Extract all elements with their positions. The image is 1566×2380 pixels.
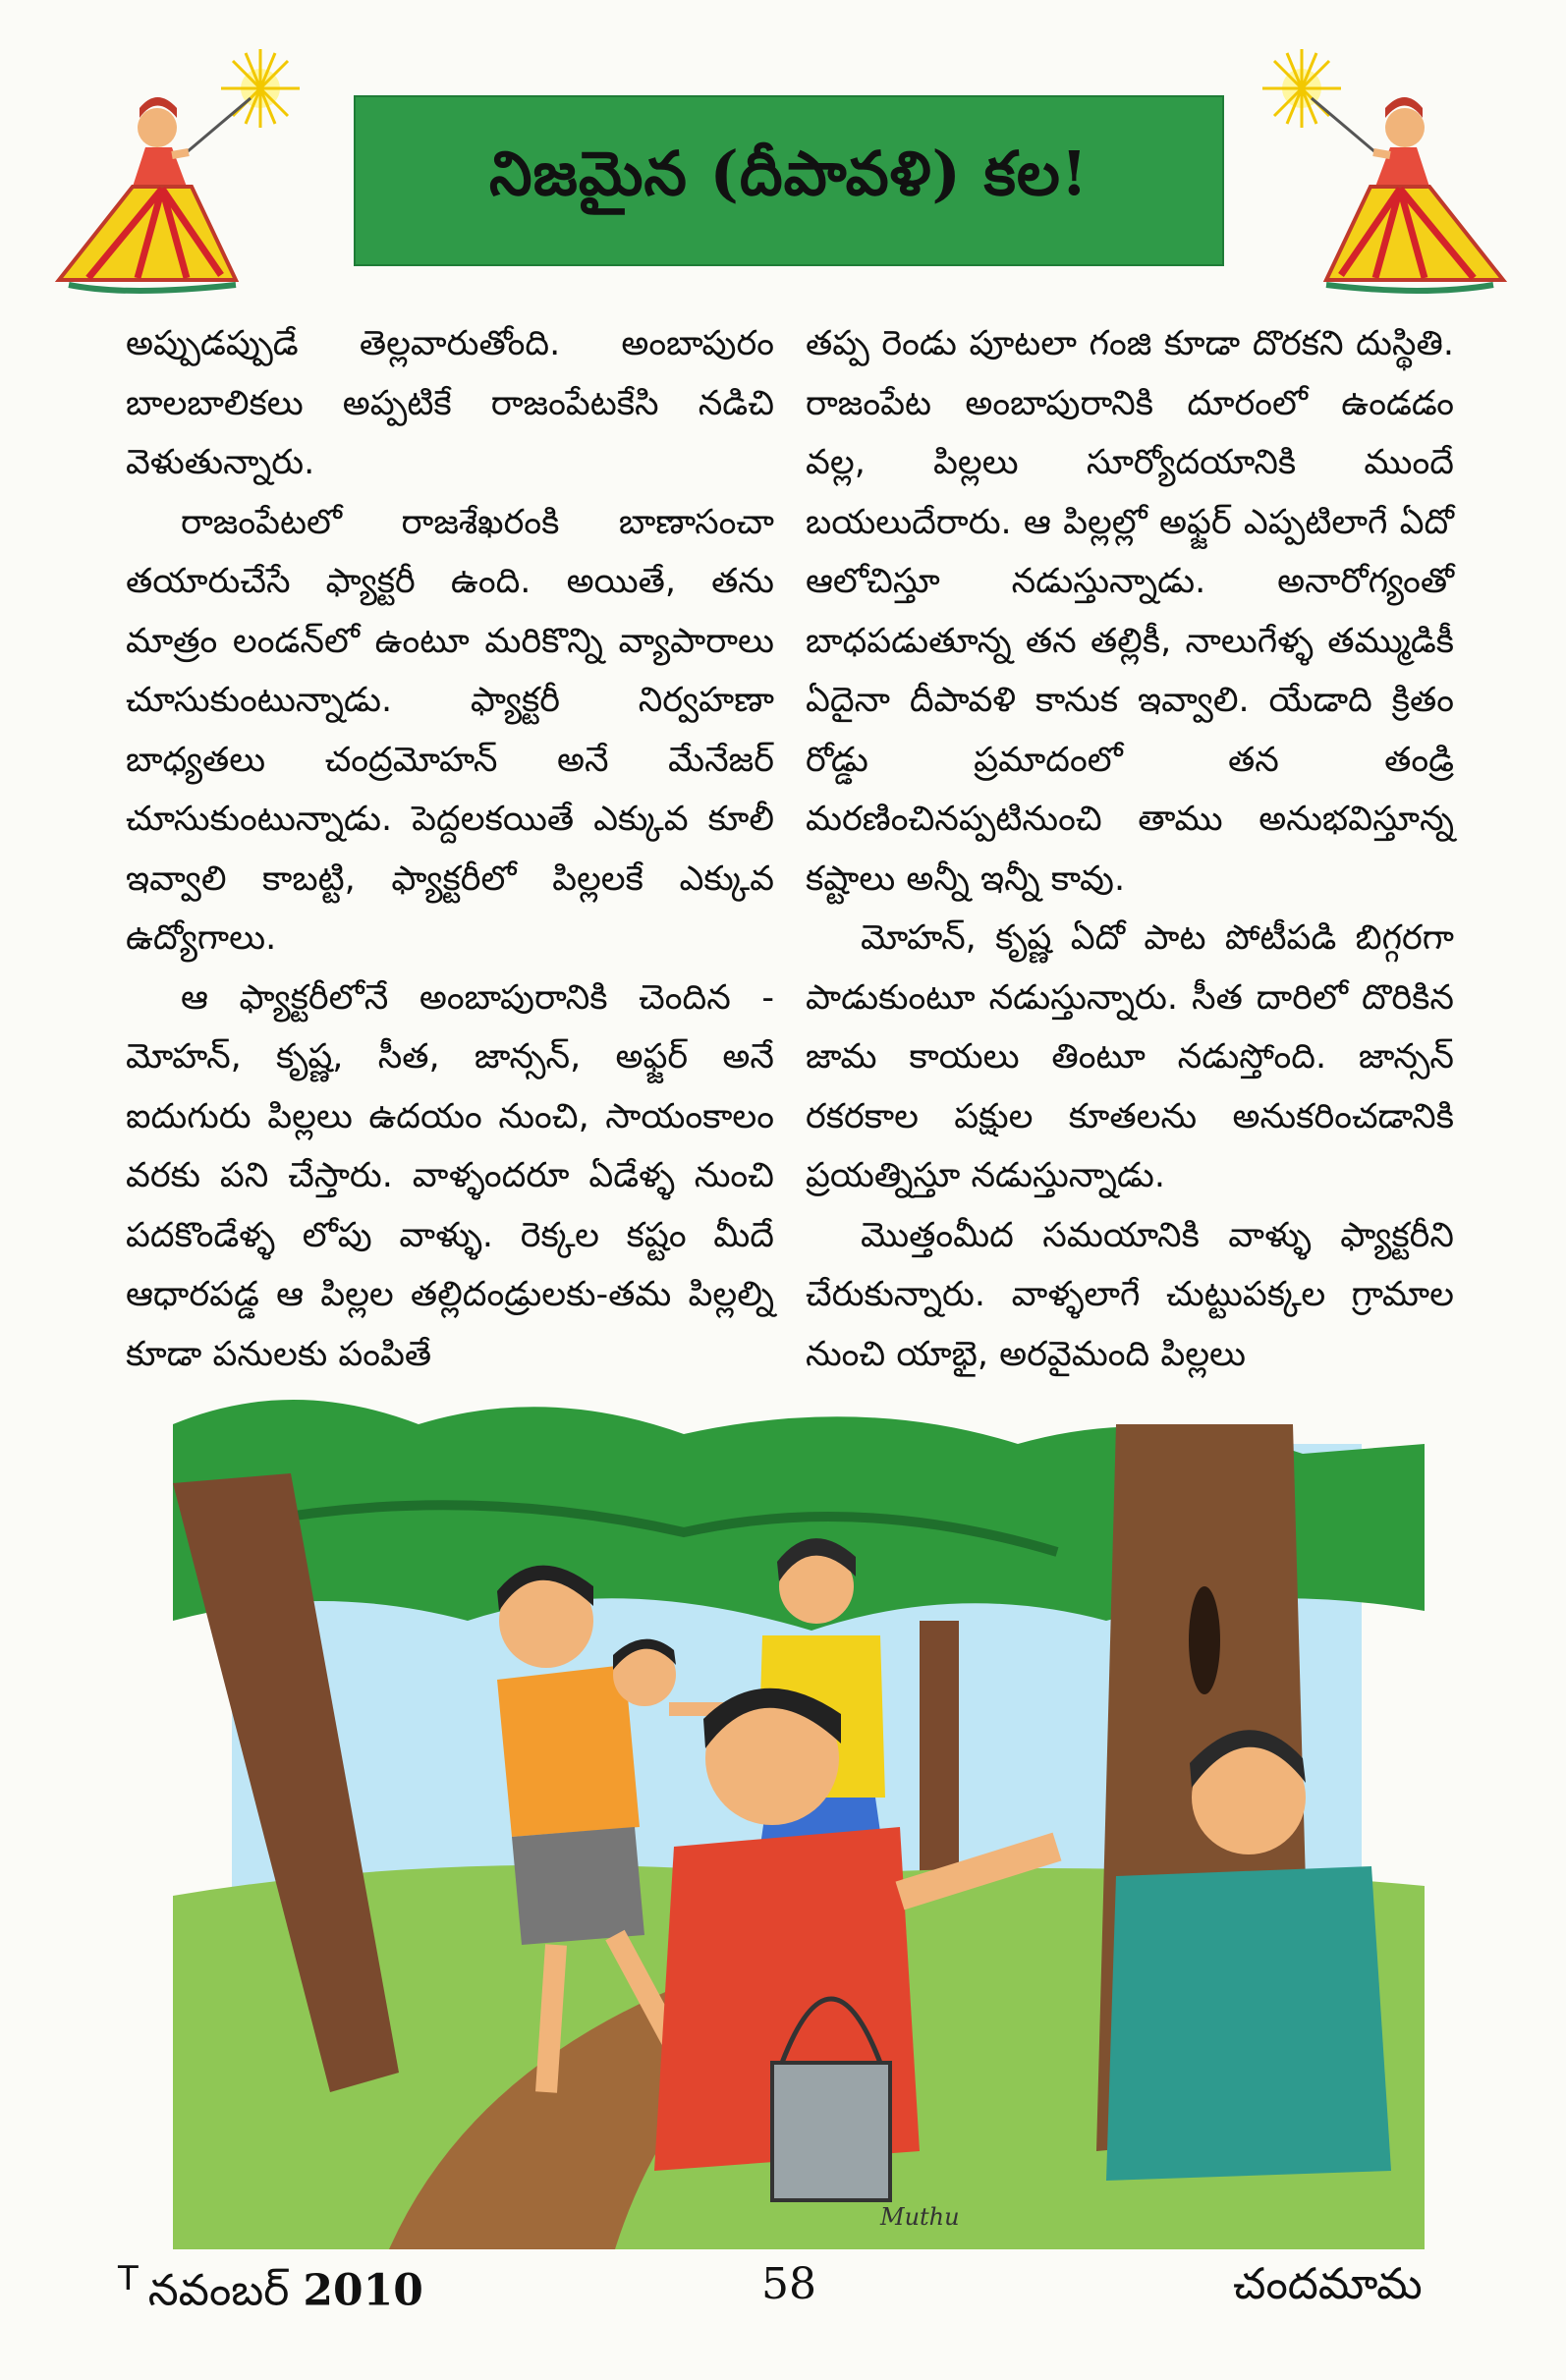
artist-signature: Muthu [880, 2203, 960, 2231]
paragraph: మోహన్, కృష్ణ ఏదో పాట పోటీపడి బిగ్గరగా పాడుకుంటూ నడుస్తున్నారు. సీత దారిలో దొరికిన జామ కాయలు తింటూ నడుస్తోంది. జాన్సన్ రకరకాల పక్షుల కూతలను అనుకరించడానికి ప్రయత్నిస్తూ నడుస్తున్నాడు. [806, 918, 1454, 1195]
article-left-column [126, 314, 774, 1384]
paragraph: మొత్తంమీద సమయానికి వాళ్ళు ఫ్యాక్టరీని చేరుకున్నారు. వాళ్ళలాగే చుట్టుపక్కల గ్రామాల నుంచి యాభై, అరవైమంది పిల్లలు [806, 1215, 1454, 1374]
paragraph: అప్పుడప్పుడే తెల్లవారుతోంది. అంబాపురం బాలబాలికలు అప్పటికే రాజంపేటకేసి నడిచి వెళుతున్నారు. [126, 324, 774, 482]
page-number: 58 [761, 2259, 816, 2309]
issue-month: నవంబర్ [147, 2265, 290, 2316]
magazine-name: చందమామ [1233, 2259, 1423, 2309]
title-banner [354, 95, 1224, 266]
sparkler-icon [1262, 49, 1341, 128]
story-title: నిజమైన (దీపావళి) కల! [488, 138, 1090, 209]
sparkler-icon [221, 49, 300, 128]
page-footer [0, 2259, 1566, 2318]
children-walking-illustration [173, 1385, 1425, 2249]
article-right-column [806, 314, 1454, 1384]
issue-year: 2010 [303, 2265, 423, 2316]
footer-mark: T [118, 2259, 139, 2298]
dancer-with-sparkler-right-illustration [1228, 39, 1533, 304]
paragraph: రాజంపేటలో రాజశేఖరంకి బాణాసంచా తయారుచేసే ఫ్యాక్టరీ ఉంది. అయితే, తను మాత్రం లండన్‌లో ఉంటూ మరికొన్ని వ్యాపారాలు చూసుకుంటున్నాడు. ఫ్యాక్టరీ నిర్వహణా బాధ్యతలు చంద్రమోహన్ అనే మేనేజర్ చూసుకుంటున్నాడు. పెద్దలకయితే ఎక్కువ కూలీ ఇవ్వాలి కాబట్టి, ఫ్యాక్టరీలో పిల్లలకే ఎక్కువ ఉద్యోగాలు. [126, 502, 774, 958]
milk-can-icon [772, 2063, 890, 2200]
paragraph: ఆ ఫ్యాక్టరీలోనే అంబాపురానికి చెందిన - మోహన్, కృష్ణ, సీత, జాన్సన్, అఫ్జర్ అనే ఐదుగురు పిల్లలు ఉదయం నుంచి, సాయంకాలం వరకు పని చేస్తారు. వాళ్ళందరూ ఏడేళ్ళ నుంచి పదకొండేళ్ళ లోపు వాళ్ళు. రెక్కల కష్టం మీదే ఆధారపడ్డ ఆ పిల్లల తల్లిదండ్రులకు-తమ పిల్లల్ని కూడా పనులకు పంపితే [126, 977, 774, 1374]
paragraph: తప్ప రెండు పూటలా గంజి కూడా దొరకని దుస్థితి. రాజంపేట అంబాపురానికి దూరంలో ఉండడం వల్ల, పిల్లలు సూర్యోదయానికి ముందే బయలుదేరారు. ఆ పిల్లల్లో అఫ్జర్ ఎప్పటిలాగే ఏదో ఆలోచిస్తూ నడుస్తున్నాడు. అనారోగ్యంతో బాధపడుతూన్న తన తల్లికీ, నాలుగేళ్ళ తమ్ముడికీ ఏదైనా దీపావళి కానుక ఇవ్వాలి. యేడాది క్రితం రోడ్డు ప్రమాదంలో తన తండ్రి మరణించినప్పటినుంచి తాము అనుభవిస్తూన్న కష్టాలు అన్నీ ఇన్నీ కావు. [806, 324, 1454, 899]
dancer-with-sparkler-left-illustration [29, 39, 334, 304]
issue-date [118, 2259, 423, 2327]
